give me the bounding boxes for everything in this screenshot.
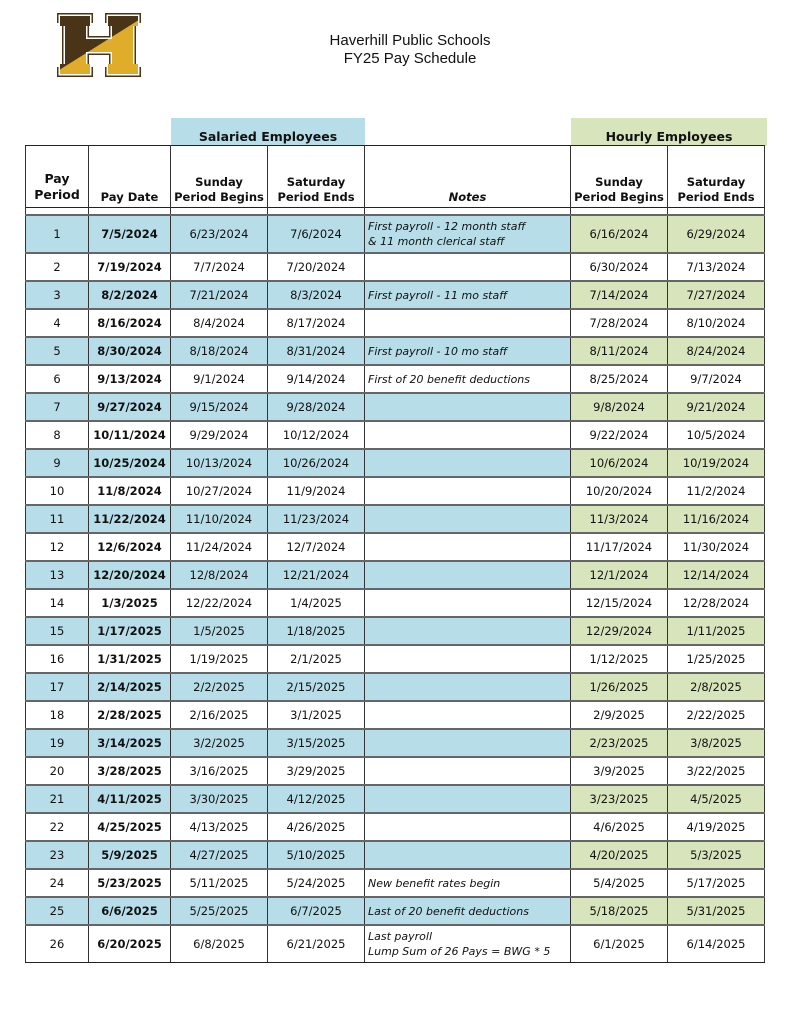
hourly-period-ends-cell: 8/24/2024 (668, 337, 765, 365)
salaried-period-ends-cell: 1/4/2025 (268, 589, 365, 617)
hourly-period-begins-cell: 9/22/2024 (571, 421, 668, 449)
notes-cell (365, 841, 571, 869)
hourly-period-begins-cell: 1/26/2025 (571, 673, 668, 701)
pay-date-cell: 5/9/2025 (89, 841, 171, 869)
hourly-period-begins-cell: 1/12/2025 (571, 645, 668, 673)
salaried-period-ends-cell: 2/1/2025 (268, 645, 365, 673)
hourly-period-ends-cell: 9/7/2024 (668, 365, 765, 393)
salaried-period-begins-cell: 4/27/2025 (171, 841, 268, 869)
salaried-period-ends-cell: 5/10/2025 (268, 841, 365, 869)
hourly-period-ends-cell: 11/2/2024 (668, 477, 765, 505)
notes-cell (365, 533, 571, 561)
pay-period-cell: 17 (26, 673, 89, 701)
salaried-period-begins-cell: 5/11/2025 (171, 869, 268, 897)
pay-period-cell: 25 (26, 897, 89, 925)
table-row (26, 505, 765, 533)
salaried-period-begins-cell: 4/13/2025 (171, 813, 268, 841)
table-row (26, 813, 765, 841)
salaried-period-ends-cell: 6/7/2025 (268, 897, 365, 925)
salaried-period-begins-cell: 8/18/2024 (171, 337, 268, 365)
table-row (26, 757, 765, 785)
pay-date-cell: 7/19/2024 (89, 253, 171, 281)
notes-cell (365, 309, 571, 337)
salaried-period-begins-cell: 5/25/2025 (171, 897, 268, 925)
col-notes: Notes (365, 146, 571, 208)
table-row (26, 841, 765, 869)
table-row (26, 533, 765, 561)
salaried-period-begins-cell: 7/21/2024 (171, 281, 268, 309)
pay-period-cell: 19 (26, 729, 89, 757)
col-salaried-period-ends: Saturday Period Ends (268, 146, 365, 208)
salaried-period-ends-cell: 8/3/2024 (268, 281, 365, 309)
note-line: First payroll - 10 mo staff (368, 344, 508, 358)
salaried-period-begins-cell: 11/10/2024 (171, 505, 268, 533)
salaried-period-ends-cell: 6/21/2025 (268, 925, 365, 963)
notes-cell (365, 925, 571, 963)
notes-cell (365, 757, 571, 785)
hourly-period-begins-cell: 12/15/2024 (571, 589, 668, 617)
hourly-period-ends-cell: 5/31/2025 (668, 897, 765, 925)
pay-date-cell: 6/20/2025 (89, 925, 171, 963)
table-row (26, 365, 765, 393)
salaried-period-begins-cell: 3/16/2025 (171, 757, 268, 785)
notes-cell (365, 253, 571, 281)
hourly-period-ends-cell: 11/16/2024 (668, 505, 765, 533)
pay-period-cell: 20 (26, 757, 89, 785)
table-row (26, 673, 765, 701)
salaried-period-begins-cell: 9/15/2024 (171, 393, 268, 421)
hourly-period-ends-cell: 4/5/2025 (668, 785, 765, 813)
pay-date-cell: 3/28/2025 (89, 757, 171, 785)
hourly-period-ends-cell: 8/10/2024 (668, 309, 765, 337)
salaried-period-begins-cell: 8/4/2024 (171, 309, 268, 337)
hourly-period-ends-cell: 1/11/2025 (668, 617, 765, 645)
col-salaried-period-begins: Sunday Period Begins (171, 146, 268, 208)
hourly-period-begins-cell: 4/6/2025 (571, 813, 668, 841)
header-spacer-row (26, 208, 765, 216)
hourly-period-begins-cell: 3/9/2025 (571, 757, 668, 785)
pay-period-cell: 6 (26, 365, 89, 393)
table-row (26, 925, 765, 963)
pay-date-cell: 12/6/2024 (89, 533, 171, 561)
table-row (26, 309, 765, 337)
hourly-period-begins-cell: 12/29/2024 (571, 617, 668, 645)
notes-cell (365, 281, 571, 309)
pay-date-cell: 10/11/2024 (89, 421, 171, 449)
hourly-period-begins-cell: 7/14/2024 (571, 281, 668, 309)
pay-date-cell: 7/5/2024 (89, 215, 171, 253)
hourly-period-begins-cell: 4/20/2025 (571, 841, 668, 869)
salaried-period-ends-cell: 5/24/2025 (268, 869, 365, 897)
notes-cell (365, 477, 571, 505)
hourly-period-begins-cell: 10/6/2024 (571, 449, 668, 477)
hourly-period-begins-cell: 3/23/2025 (571, 785, 668, 813)
pay-period-cell: 4 (26, 309, 89, 337)
notes-cell (365, 785, 571, 813)
table-row (26, 729, 765, 757)
salaried-period-begins-cell: 9/29/2024 (171, 421, 268, 449)
pay-period-cell: 18 (26, 701, 89, 729)
salaried-period-ends-cell: 10/12/2024 (268, 421, 365, 449)
hourly-period-ends-cell: 5/3/2025 (668, 841, 765, 869)
pay-period-cell: 22 (26, 813, 89, 841)
notes-cell (365, 393, 571, 421)
salaried-period-ends-cell: 12/21/2024 (268, 561, 365, 589)
notes-cell (365, 729, 571, 757)
hourly-period-ends-cell: 10/5/2024 (668, 421, 765, 449)
pay-period-cell: 9 (26, 449, 89, 477)
col-pay-date: Pay Date (89, 146, 171, 208)
hourly-period-begins-cell: 11/17/2024 (571, 533, 668, 561)
table-row (26, 253, 765, 281)
hourly-period-begins-cell: 6/30/2024 (571, 253, 668, 281)
table-row (26, 617, 765, 645)
salaried-period-ends-cell: 2/15/2025 (268, 673, 365, 701)
hourly-period-ends-cell: 3/22/2025 (668, 757, 765, 785)
hourly-period-ends-cell: 10/19/2024 (668, 449, 765, 477)
notes-cell (365, 813, 571, 841)
table-row (26, 561, 765, 589)
pay-date-cell: 9/13/2024 (89, 365, 171, 393)
table-row (26, 701, 765, 729)
hourly-period-ends-cell: 4/19/2025 (668, 813, 765, 841)
salaried-period-ends-cell: 8/31/2024 (268, 337, 365, 365)
salaried-period-begins-cell: 6/23/2024 (171, 215, 268, 253)
notes-cell (365, 337, 571, 365)
salaried-period-ends-cell: 4/12/2025 (268, 785, 365, 813)
pay-date-cell: 1/17/2025 (89, 617, 171, 645)
hourly-period-begins-cell: 5/18/2025 (571, 897, 668, 925)
col-hourly-period-begins: Sunday Period Begins (571, 146, 668, 208)
table-row (26, 477, 765, 505)
salaried-period-ends-cell: 11/9/2024 (268, 477, 365, 505)
pay-date-cell: 1/3/2025 (89, 589, 171, 617)
salaried-period-begins-cell: 6/8/2025 (171, 925, 268, 963)
note-line: & 11 month clerical staff (368, 235, 505, 248)
pay-period-cell: 24 (26, 869, 89, 897)
notes-cell (365, 561, 571, 589)
salaried-period-ends-cell: 1/18/2025 (268, 617, 365, 645)
hourly-period-ends-cell: 2/22/2025 (668, 701, 765, 729)
notes-cell (365, 365, 571, 393)
pay-date-cell: 3/14/2025 (89, 729, 171, 757)
pay-date-cell: 1/31/2025 (89, 645, 171, 673)
hourly-period-ends-cell: 6/14/2025 (668, 925, 765, 963)
hourly-period-ends-cell: 12/28/2024 (668, 589, 765, 617)
salaried-period-begins-cell: 7/7/2024 (171, 253, 268, 281)
table-row (26, 869, 765, 897)
hourly-period-begins-cell: 6/16/2024 (571, 215, 668, 253)
hourly-period-ends-cell: 1/25/2025 (668, 645, 765, 673)
document-title (300, 32, 520, 68)
pay-period-cell: 2 (26, 253, 89, 281)
hourly-period-ends-cell: 7/27/2024 (668, 281, 765, 309)
salaried-period-begins-cell: 3/2/2025 (171, 729, 268, 757)
pay-period-cell: 10 (26, 477, 89, 505)
hourly-period-begins-cell: 8/25/2024 (571, 365, 668, 393)
pay-period-cell: 3 (26, 281, 89, 309)
table-row (26, 785, 765, 813)
hourly-period-begins-cell: 7/28/2024 (571, 309, 668, 337)
note-line: Last payroll (368, 930, 433, 943)
table-row (26, 589, 765, 617)
pay-date-cell: 4/25/2025 (89, 813, 171, 841)
pay-date-cell: 11/8/2024 (89, 477, 171, 505)
pay-date-cell: 12/20/2024 (89, 561, 171, 589)
pay-date-cell: 8/2/2024 (89, 281, 171, 309)
note-line: Lump Sum of 26 Pays = BWG * 5 (368, 945, 551, 958)
pay-schedule-body (26, 215, 765, 963)
salaried-period-begins-cell: 2/2/2025 (171, 673, 268, 701)
notes-cell (365, 645, 571, 673)
note-line: First payroll - 11 mo staff (368, 288, 508, 302)
salaried-period-begins-cell: 3/30/2025 (171, 785, 268, 813)
hourly-period-begins-cell: 2/9/2025 (571, 701, 668, 729)
table-row (26, 421, 765, 449)
pay-period-cell: 26 (26, 925, 89, 963)
salaried-period-begins-cell: 12/22/2024 (171, 589, 268, 617)
pay-period-cell: 21 (26, 785, 89, 813)
pay-period-cell: 1 (26, 215, 89, 253)
pay-date-cell: 11/22/2024 (89, 505, 171, 533)
pay-date-cell: 2/28/2025 (89, 701, 171, 729)
salaried-period-ends-cell: 9/28/2024 (268, 393, 365, 421)
salaried-period-ends-cell: 12/7/2024 (268, 533, 365, 561)
pay-date-cell: 9/27/2024 (89, 393, 171, 421)
salaried-period-begins-cell: 1/5/2025 (171, 617, 268, 645)
salaried-period-ends-cell: 4/26/2025 (268, 813, 365, 841)
hourly-period-ends-cell: 5/17/2025 (668, 869, 765, 897)
table-row (26, 897, 765, 925)
table-row (26, 337, 765, 365)
notes-cell (365, 449, 571, 477)
hourly-period-ends-cell: 7/13/2024 (668, 253, 765, 281)
hourly-period-ends-cell: 11/30/2024 (668, 533, 765, 561)
pay-date-cell: 8/30/2024 (89, 337, 171, 365)
notes-cell (365, 701, 571, 729)
salaried-period-ends-cell: 10/26/2024 (268, 449, 365, 477)
hourly-period-begins-cell: 9/8/2024 (571, 393, 668, 421)
hourly-period-ends-cell: 12/14/2024 (668, 561, 765, 589)
salaried-period-ends-cell: 3/15/2025 (268, 729, 365, 757)
hourly-period-begins-cell: 8/11/2024 (571, 337, 668, 365)
notes-cell (365, 505, 571, 533)
notes-cell (365, 421, 571, 449)
salaried-period-ends-cell: 9/14/2024 (268, 365, 365, 393)
pay-period-cell: 5 (26, 337, 89, 365)
notes-cell (365, 897, 571, 925)
col-hourly-period-ends: Saturday Period Ends (668, 146, 765, 208)
hourly-period-begins-cell: 6/1/2025 (571, 925, 668, 963)
pay-period-cell: 16 (26, 645, 89, 673)
salaried-period-begins-cell: 2/16/2025 (171, 701, 268, 729)
salaried-period-ends-cell: 7/6/2024 (268, 215, 365, 253)
salaried-period-ends-cell: 3/29/2025 (268, 757, 365, 785)
salaried-period-begins-cell: 1/19/2025 (171, 645, 268, 673)
hourly-period-ends-cell: 6/29/2024 (668, 215, 765, 253)
hourly-period-begins-cell: 11/3/2024 (571, 505, 668, 533)
pay-schedule-table (25, 145, 765, 963)
pay-date-cell: 4/11/2025 (89, 785, 171, 813)
salaried-period-ends-cell: 11/23/2024 (268, 505, 365, 533)
pay-period-cell: 14 (26, 589, 89, 617)
hourly-period-begins-cell: 5/4/2025 (571, 869, 668, 897)
note-line: New benefit rates begin (368, 876, 501, 890)
salaried-period-begins-cell: 11/24/2024 (171, 533, 268, 561)
hourly-period-ends-cell: 2/8/2025 (668, 673, 765, 701)
table-row (26, 281, 765, 309)
notes-cell (365, 673, 571, 701)
table-row (26, 393, 765, 421)
pay-period-cell: 7 (26, 393, 89, 421)
pay-date-cell: 6/6/2025 (89, 897, 171, 925)
pay-date-cell: 5/23/2025 (89, 869, 171, 897)
notes-cell (365, 215, 571, 253)
hourly-period-begins-cell: 2/23/2025 (571, 729, 668, 757)
col-pay-period: Pay Period (26, 146, 89, 208)
header-row (26, 146, 765, 208)
salaried-group-header: Salaried Employees (171, 118, 365, 146)
pay-date-cell: 8/16/2024 (89, 309, 171, 337)
table-row (26, 645, 765, 673)
pay-period-cell: 15 (26, 617, 89, 645)
table-row (26, 449, 765, 477)
pay-period-cell: 8 (26, 421, 89, 449)
salaried-period-ends-cell: 3/1/2025 (268, 701, 365, 729)
note-line: First payroll - 12 month staff (368, 220, 526, 233)
salaried-period-begins-cell: 12/8/2024 (171, 561, 268, 589)
note-line: First of 20 benefit deductions (368, 372, 530, 386)
hourly-period-begins-cell: 10/20/2024 (571, 477, 668, 505)
salaried-period-ends-cell: 7/20/2024 (268, 253, 365, 281)
hourly-group-header: Hourly Employees (571, 118, 767, 146)
title-line-2: FY25 Pay Schedule (343, 50, 477, 67)
salaried-period-begins-cell: 10/27/2024 (171, 477, 268, 505)
title-line-1: Haverhill Public Schools (329, 32, 491, 49)
salaried-period-begins-cell: 9/1/2024 (171, 365, 268, 393)
hourly-period-ends-cell: 9/21/2024 (668, 393, 765, 421)
salaried-period-ends-cell: 8/17/2024 (268, 309, 365, 337)
pay-date-cell: 2/14/2025 (89, 673, 171, 701)
pay-period-cell: 12 (26, 533, 89, 561)
school-logo (56, 12, 142, 78)
table-row (26, 215, 765, 253)
hourly-period-begins-cell: 12/1/2024 (571, 561, 668, 589)
pay-period-cell: 23 (26, 841, 89, 869)
note-line: Last of 20 benefit deductions (368, 904, 529, 918)
pay-period-cell: 11 (26, 505, 89, 533)
pay-date-cell: 10/25/2024 (89, 449, 171, 477)
salaried-period-begins-cell: 10/13/2024 (171, 449, 268, 477)
pay-period-cell: 13 (26, 561, 89, 589)
notes-cell (365, 617, 571, 645)
notes-cell (365, 589, 571, 617)
hourly-period-ends-cell: 3/8/2025 (668, 729, 765, 757)
notes-cell (365, 869, 571, 897)
